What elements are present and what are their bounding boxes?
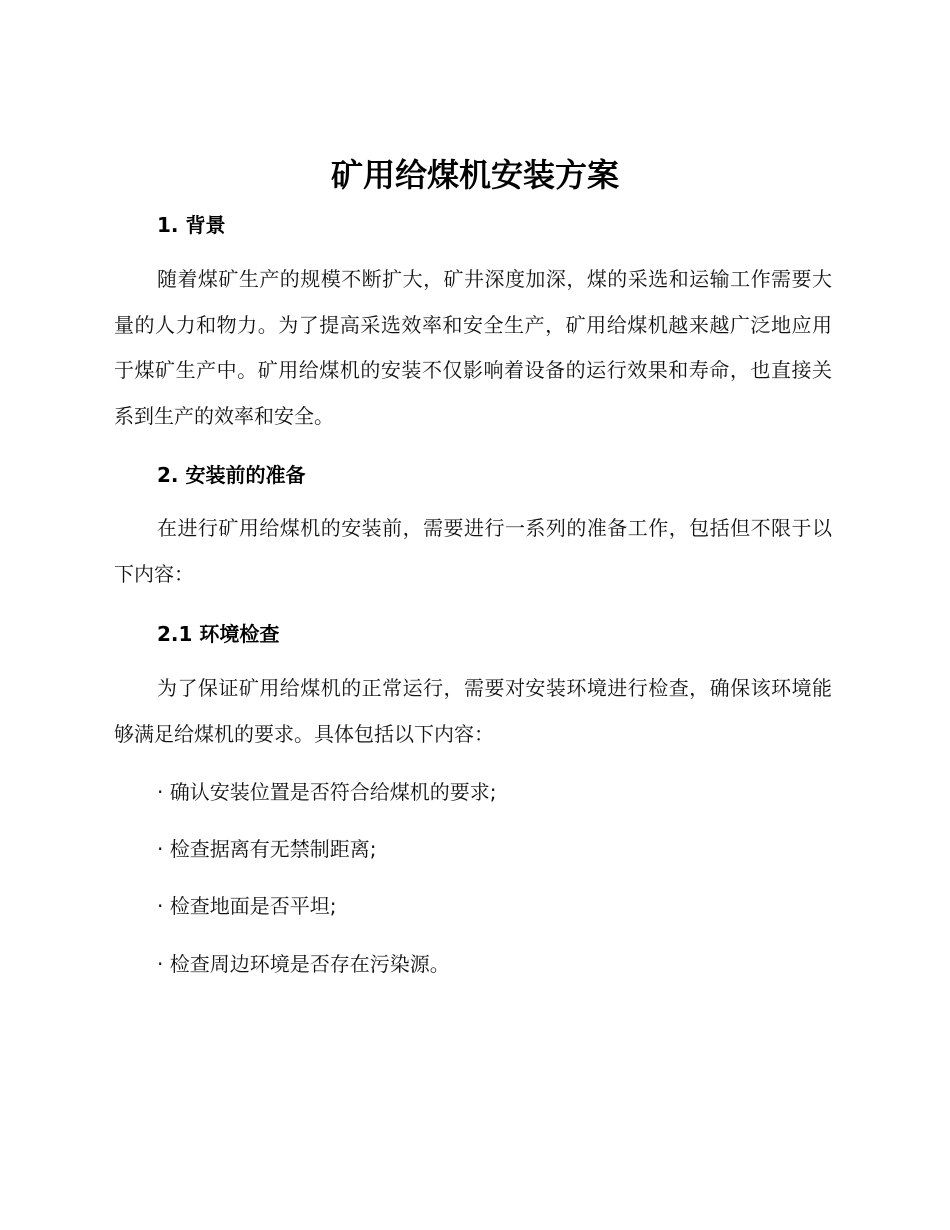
section-heading-background: 1. 背景	[157, 213, 226, 237]
list-item: · 检查据离有无禁制距离;	[157, 837, 377, 861]
list-item: · 确认安装位置是否符合给煤机的要求;	[157, 780, 497, 804]
section-paragraph-background: 随着煤矿生产的规模不断扩大，矿井深度加深，煤的采选和运输工作需要大量的人力和物力。为了提高采选效率和安全生产，矿用给煤机越来越广泛地应用于煤矿生产中。矿用给煤机的安装不仅影响着设备的运行效果和寿命，也直接关系到生产的效率和安全。	[114, 267, 832, 428]
section-paragraph-preparation: 在进行矿用给煤机的安装前，需要进行一系列的准备工作，包括但不限于以下内容：	[114, 516, 832, 586]
list-item: · 检查周边环境是否存在污染源。	[157, 952, 450, 976]
section-paragraph-environment-check: 为了保证矿用给煤机的正常运行，需要对安装环境进行检查，确保该环境能够满足给煤机的要求。具体包括以下内容：	[114, 676, 832, 746]
section-heading-environment-check: 2.1 环境检查	[157, 622, 280, 646]
section-heading-preparation: 2. 安装前的准备	[157, 463, 306, 487]
list-item: · 检查地面是否平坦;	[157, 894, 337, 918]
document-title: 矿用给煤机安装方案	[330, 156, 619, 194]
